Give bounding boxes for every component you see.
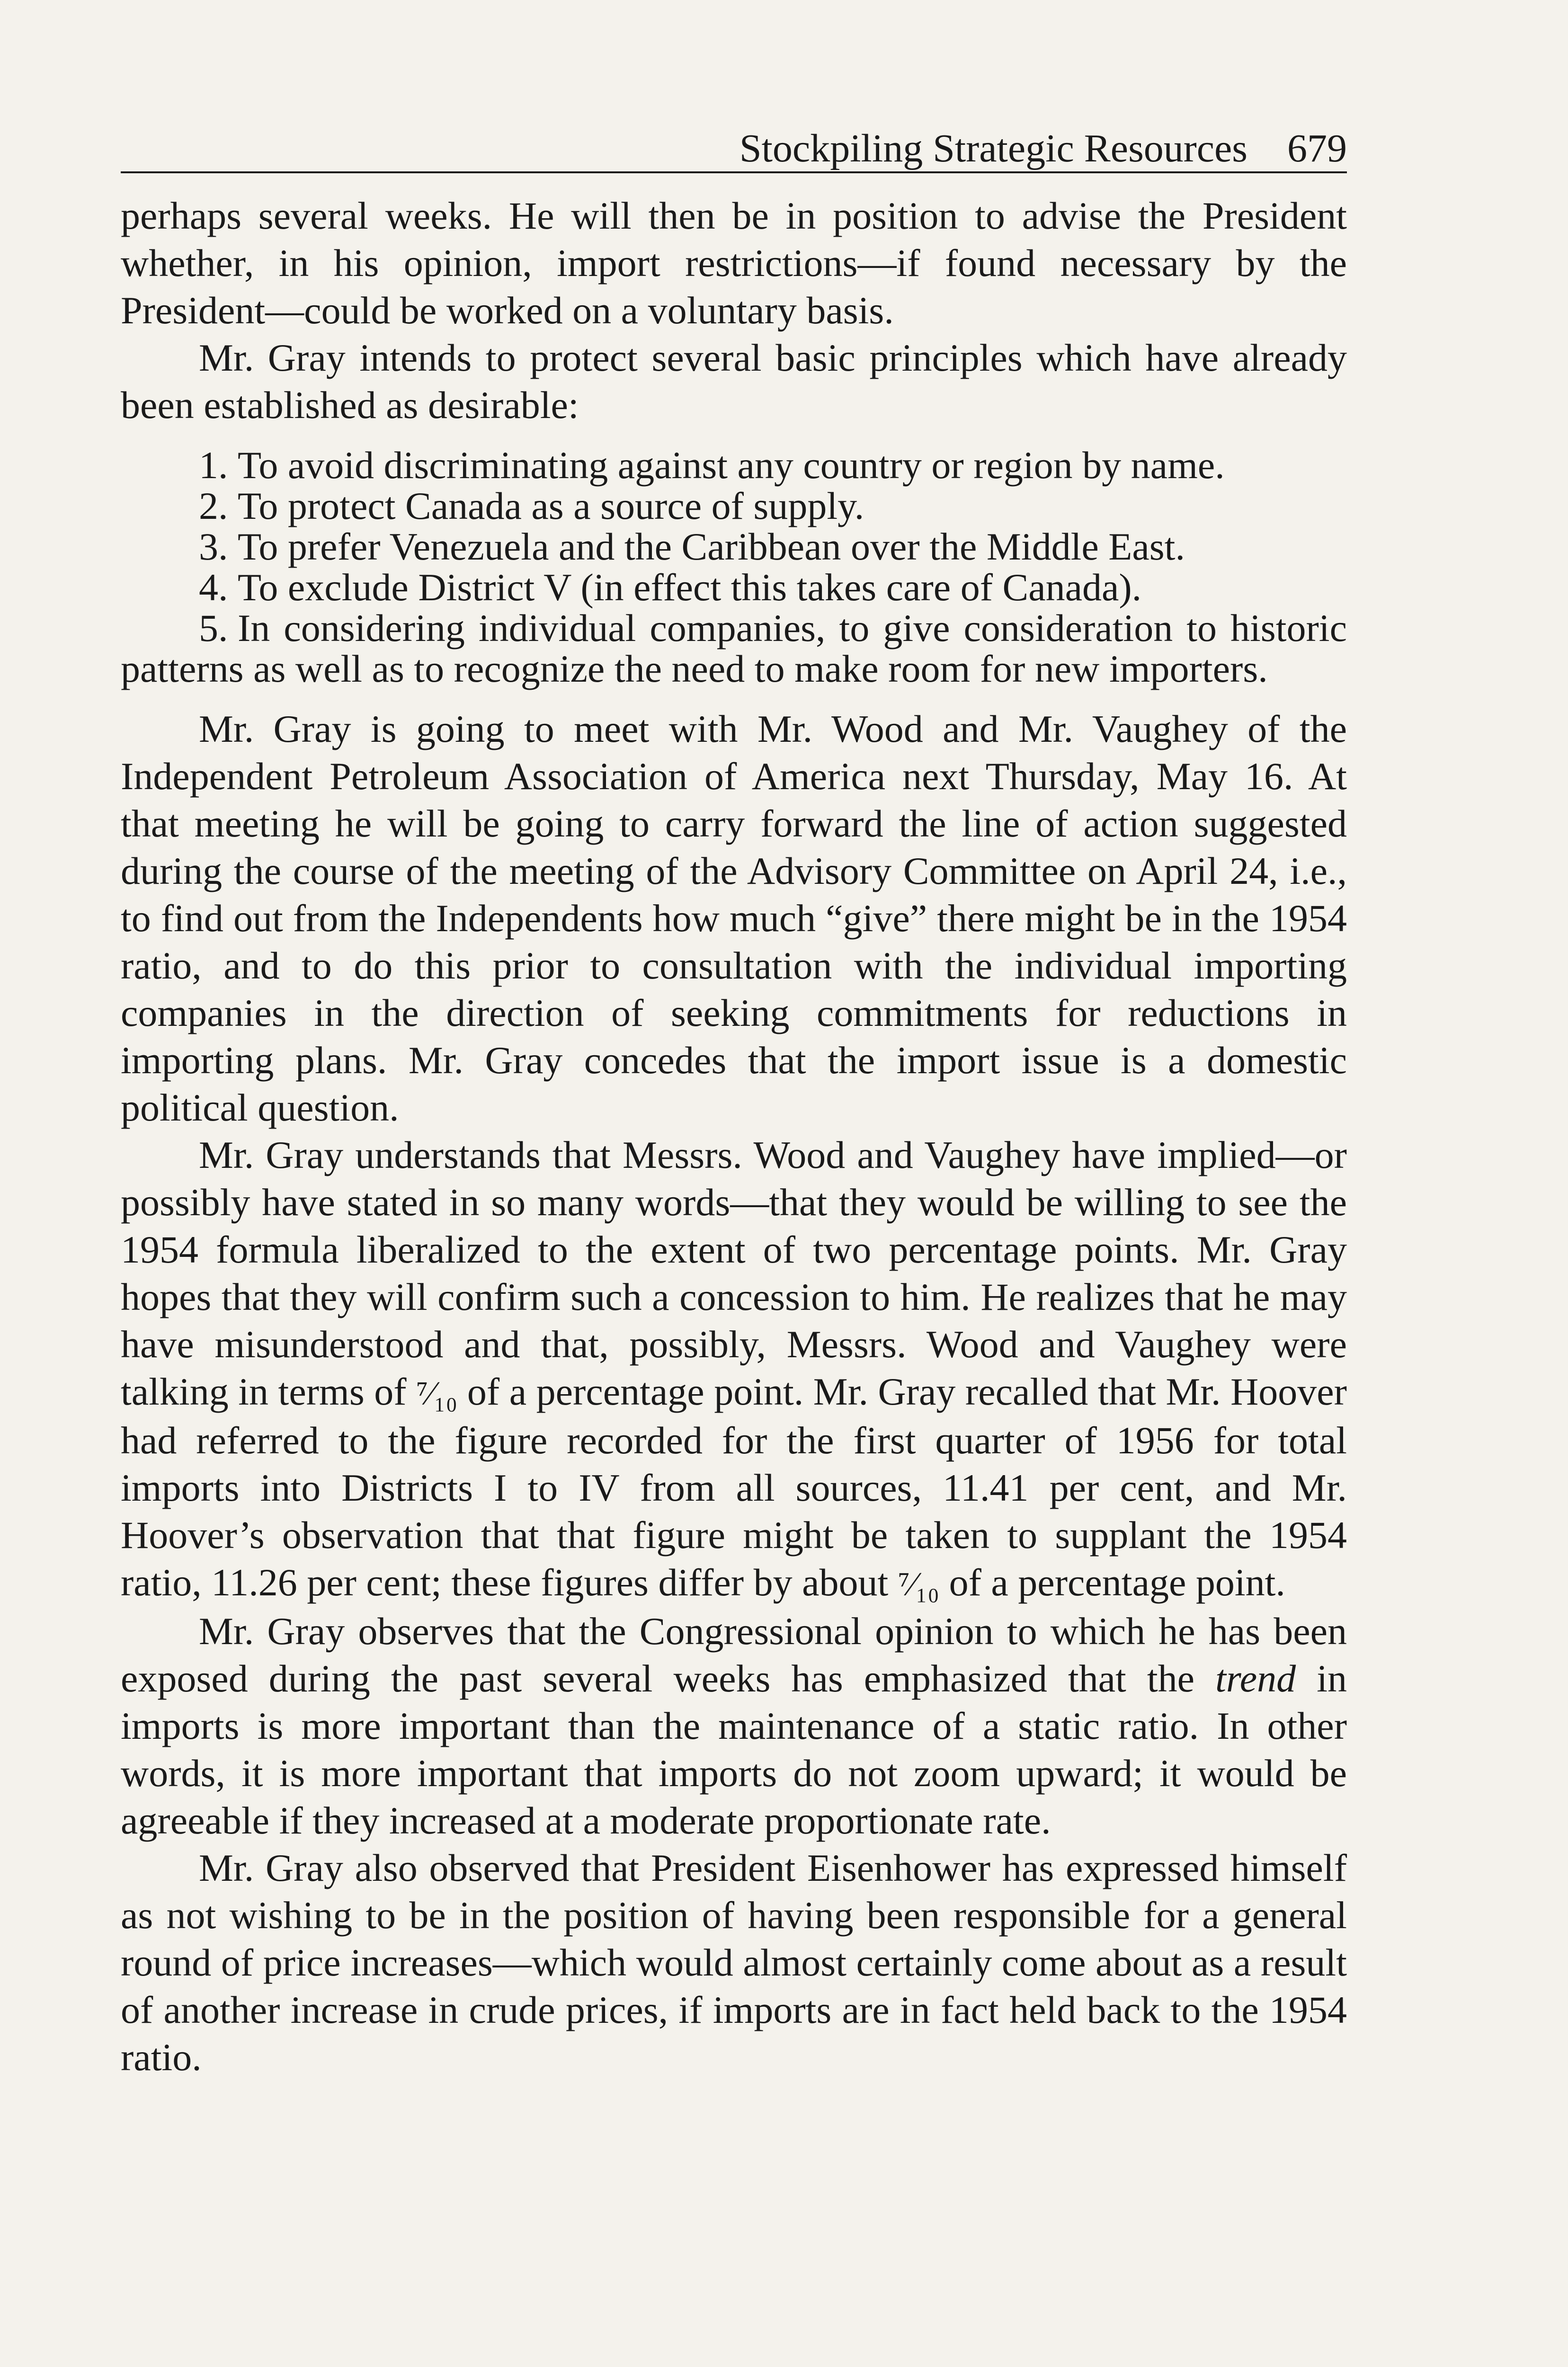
principle-number: 1. (199, 444, 228, 487)
paragraph-eisenhower: Mr. Gray also observed that President Eisenhower has expressed himself as not wishing to be in the position of having been responsible for a general round of price increases—which would almost certainly come about as a result of another increase in crude prices, if imports are in fact held back to the 1954 ratio. (121, 1846, 1347, 2079)
principle-number: 4. (199, 566, 228, 609)
paragraph-continuation: perhaps several weeks. He will then be in position to advise the President whether, in his opinion, import restrictions—if found necessary by the President—could be worked on a voluntary basis. (121, 194, 1347, 332)
principle-item-5 (121, 608, 1347, 689)
principle-text: To exclude District V (in effect this takes care of Canada). (238, 566, 1142, 609)
text-segment: Mr. Gray understands that Messrs. Wood and Vaughey have implied—or possibly have stated in so many words—that they would be willing to see the 1954 formula liberalized to the extent of two percentage points. Mr. Gray hopes that they will confirm such a concession to him. He realizes that he may have misunderstood and that, possibly, Messrs. Wood and Vaughey were talking in terms of (121, 1133, 1347, 1413)
principle-number: 3. (199, 525, 228, 568)
paragraph-meeting: Mr. Gray is going to meet with Mr. Wood and Mr. Vaughey of the Independent Petroleum Association of America next Thursday, May 16. At that meeting he will be going to carry forward the line of action suggested during the course of the meeting of the Advisory Committee on April 24, i.e., to find out from the Independents how much “give” there might be in the 1954 ratio, and to do this prior to consultation with the individual importing companies in the direction of seeking commitments for reductions in importing plans. Mr. Gray concedes that the import issue is a domestic political question. (121, 707, 1347, 1129)
principle-number: 2. (199, 484, 228, 527)
fraction-seven-tenths: ⁷⁄₁₀ (898, 1565, 940, 1603)
text-segment: Mr. Gray observes that the Congressional opinion to which he has been exposed during the past several weeks has emphasized that the (121, 1610, 1347, 1700)
paragraph-percentage-points (121, 1131, 1347, 1608)
principle-item-3 (121, 526, 1347, 567)
text-segment: of a percentage point. (939, 1561, 1285, 1604)
paragraph-trend (121, 1608, 1347, 1844)
principles-list (121, 445, 1347, 689)
principle-item-1 (121, 445, 1347, 486)
principle-item-2 (121, 486, 1347, 526)
page-number: 679 (1287, 126, 1347, 170)
principle-item-4 (121, 567, 1347, 608)
principle-text: To avoid discriminating against any country or region by name. (238, 444, 1225, 487)
running-header-title: Stockpiling Strategic Resources (739, 126, 1247, 170)
text-segment: in imports is more important than the maintenance of a static ratio. In other words, it is more important that imports do not zoom upward; it would be agreeable if they increased at a moderate proportionate rate. (121, 1657, 1347, 1842)
paragraph-principles-intro: Mr. Gray intends to protect several basic principles which have already been established as desirable: (121, 336, 1347, 427)
principle-text: To prefer Venezuela and the Caribbean over the Middle East. (238, 525, 1185, 568)
page-content (121, 118, 1347, 2081)
principle-number: 5. (199, 606, 228, 650)
principle-text: To protect Canada as a source of supply. (238, 484, 864, 527)
fraction-seven-tenths: ⁷⁄₁₀ (416, 1374, 458, 1412)
emphasized-word: trend (1215, 1657, 1296, 1700)
principle-text: In considering individual companies, to give consideration to historic patterns as well as to recognize the need to make room for new importers. (121, 606, 1347, 690)
text-segment: of a percentage point. Mr. Gray recalled that Mr. Hoover had referred to the figure recorded for the first quarter of 1956 for total imports into Districts I to IV from all sources, 11.41 per cent, and Mr. Hoover’s observation that that figure might be taken to supplant the 1954 ratio, 11.26 per cent; these figures differ by about (121, 1370, 1347, 1604)
body-text (121, 192, 1347, 2081)
running-header (121, 118, 1347, 173)
